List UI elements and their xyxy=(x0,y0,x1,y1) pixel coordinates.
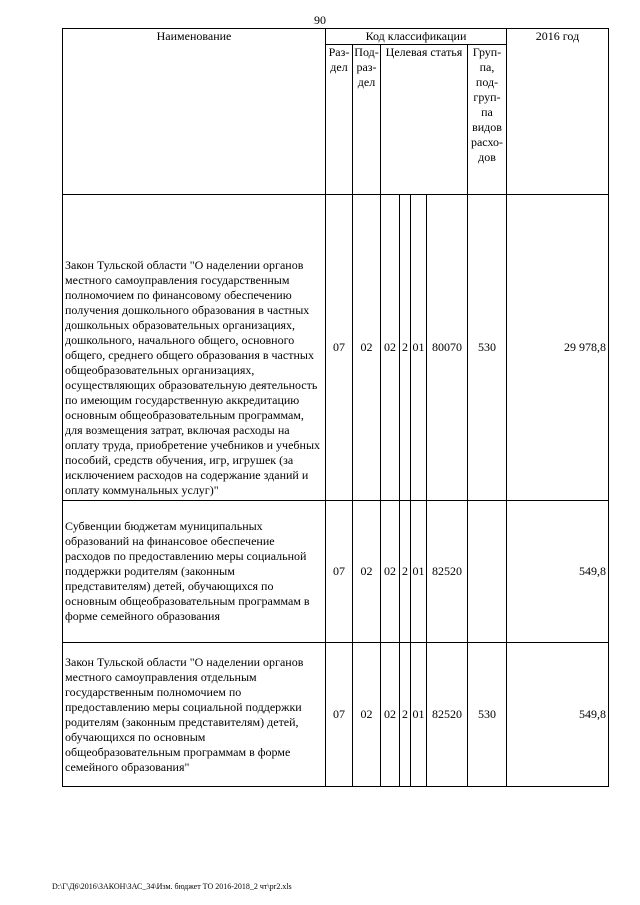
row-podrazdel: 02 xyxy=(353,195,381,501)
row-name: Закон Тульской области "О наделении органов местного самоуправления отдельным государственным полномочием по предоставлению меры социальной поддержки родителям (законным представителям) детей, обучающихся по основным общеобразовательным программам в форме семейного образования" xyxy=(63,643,326,787)
header-expense-group: Груп- па, под- груп- па видов расхо- дов xyxy=(468,45,507,195)
row-cs1: 02 xyxy=(381,195,400,501)
page-number: 90 xyxy=(314,13,326,27)
row-cs3: 01 xyxy=(411,195,427,501)
row-amount: 29 978,8 xyxy=(507,195,609,501)
row-name: Субвенции бюджетам муниципальных образований на финансовое обеспечение расходов по предоставлению меры социальной поддержки родителям (законным представителям) детей, обучающихся по основным общеобразовательным программам в форме семейного образования xyxy=(63,501,326,643)
row-cs4: 82520 xyxy=(427,643,468,787)
row-amount: 549,8 xyxy=(507,643,609,787)
table-row xyxy=(63,643,609,787)
table-row xyxy=(63,501,609,643)
row-amount: 549,8 xyxy=(507,501,609,643)
row-cs2: 2 xyxy=(400,501,411,643)
table-row xyxy=(63,195,609,501)
row-group: 530 xyxy=(468,195,507,501)
row-cs4: 80070 xyxy=(427,195,468,501)
header-name: Наименование xyxy=(63,29,326,195)
header-subsection: Под- раз- дел xyxy=(353,45,381,195)
row-cs4: 82520 xyxy=(427,501,468,643)
row-razdel: 07 xyxy=(326,501,353,643)
header-target-article: Целевая статья xyxy=(381,45,468,195)
row-cs1: 02 xyxy=(381,501,400,643)
budget-table xyxy=(62,28,609,787)
row-cs2: 2 xyxy=(400,195,411,501)
row-cs3: 01 xyxy=(411,501,427,643)
row-razdel: 07 xyxy=(326,643,353,787)
row-name: Закон Тульской области "О наделении органов местного самоуправления государственным полномочием по финансовому обеспечению получения дошкольного образования в частных дошкольных образовательных организациях, дошкольного, начального общего, основного общего, среднего общего образования в частных общеобразовательных организациях, осуществляющих образовательную деятельность по имеющим государственную аккредитацию основным общеобразовательным программам, для возмещения затрат, включая расходы на оплату труда, приобретение учебников и учебных пособий, средств обучения, игр, игрушек (за исключением расходов на содержание зданий и оплату коммунальных услуг)" xyxy=(63,195,326,501)
row-cs3: 01 xyxy=(411,643,427,787)
header-classification: Код классификации xyxy=(326,29,507,45)
row-podrazdel: 02 xyxy=(353,501,381,643)
header-section: Раз- дел xyxy=(326,45,353,195)
row-podrazdel: 02 xyxy=(353,643,381,787)
file-path-footer: D:\Г\Д6\2016\ЗАКОН\ЗАС_34\Изм. бюджет ТО 2016-2018_2 чт\pr2.xls xyxy=(52,882,292,891)
row-cs1: 02 xyxy=(381,643,400,787)
header-year: 2016 год xyxy=(507,29,609,195)
row-cs2: 2 xyxy=(400,643,411,787)
row-group xyxy=(468,501,507,643)
row-razdel: 07 xyxy=(326,195,353,501)
row-group: 530 xyxy=(468,643,507,787)
